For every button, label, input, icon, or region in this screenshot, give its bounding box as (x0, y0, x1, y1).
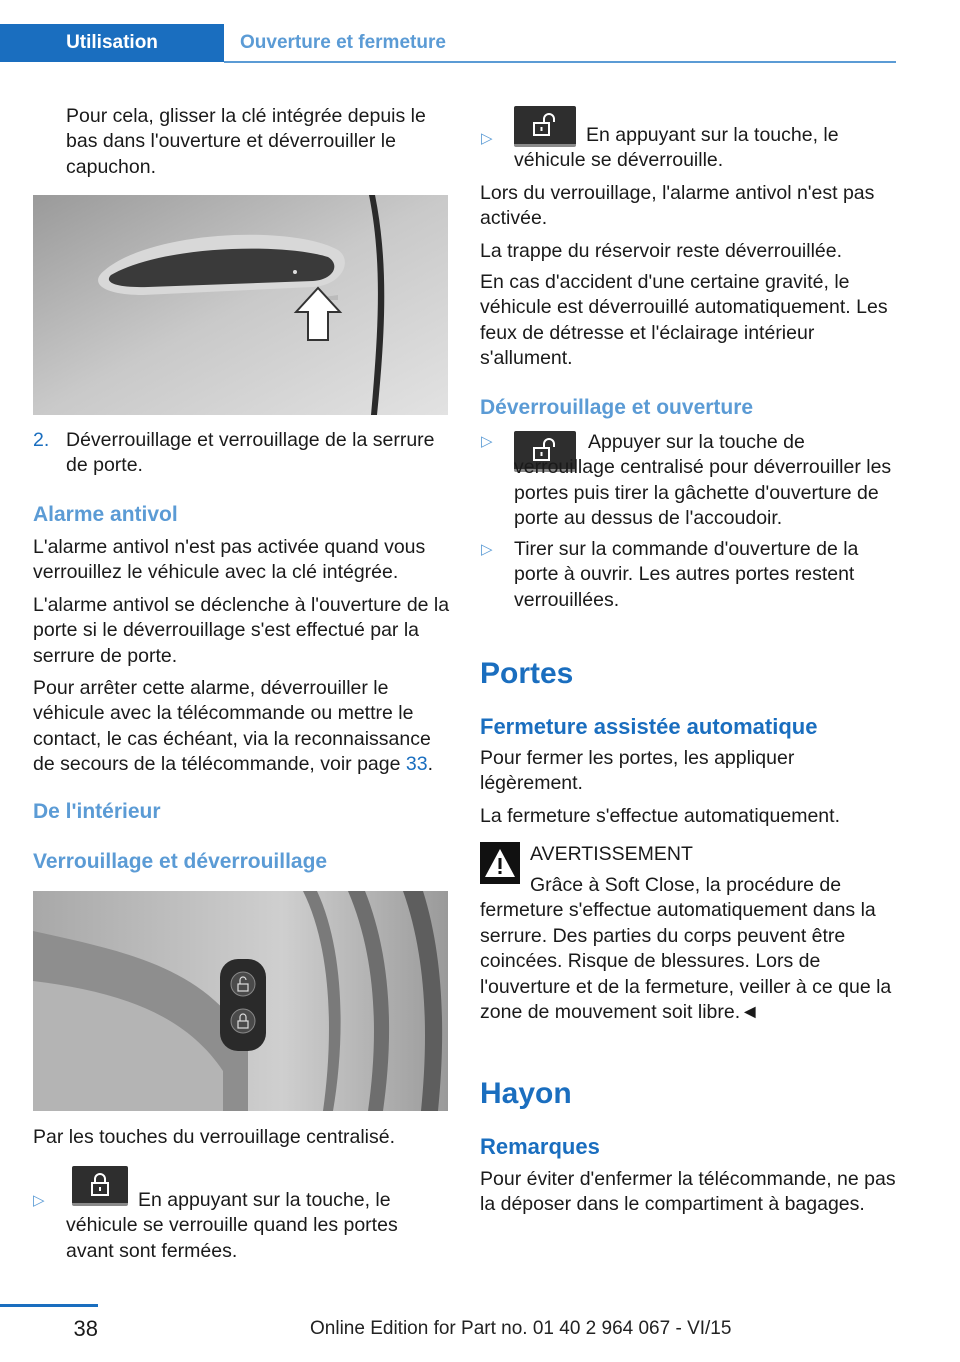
tab-utilisation[interactable]: Utilisation (0, 24, 224, 62)
tailgate-heading: Hayon (480, 1077, 572, 1110)
footer-rule (0, 1304, 98, 1307)
page-link[interactable]: 33 (405, 753, 428, 776)
soft-close-paragraph-1: Pour fermer les portes, les appliquer légèrement. (480, 747, 795, 795)
warning-title: AVERTISSEMENT (530, 843, 693, 865)
door-panel-image (33, 891, 448, 1111)
footer-edition: Online Edition for Part no. 01 40 2 964 067 - VI/15 (310, 1318, 732, 1339)
lock-unlock-heading: Verrouillage et déverrouillage (33, 850, 328, 873)
bullet-central-content: Appuyer sur la touche de verrouillage centralisé pour déverrouiller les portes puis tirer la gâchette d'ouverture de porte au dessus de l'accoudoir. (514, 431, 892, 530)
door-handle-image (33, 195, 448, 415)
intro-text: Pour cela, glisser la clé intégrée depuis le bas dans l'ouverture et déverrouiller le capuchon. (66, 105, 426, 178)
right-paragraph-3: En cas d'accident d'une certaine gravité, le véhicule est déverrouillé automatiquement. Les feux de détresse et l'éclairage intérieur s'allument. (480, 271, 888, 370)
alarm-heading: Alarme antivol (33, 503, 178, 526)
step-text: Déverrouillage et verrouillage de la serrure de porte. (66, 429, 435, 477)
soft-close-heading: Fermeture assistée automatique (480, 714, 818, 739)
right-paragraph-1: Lors du verrouillage, l'alarme antivol n'est pas activée. (480, 182, 875, 230)
warning-text: Grâce à Soft Close, la procédure de fermeture s'effectue automatiquement dans la serrure. Des parties du corps peuvent être coincées. Risque de blessures. Lors de l'ouverture et de la fermeture, veiller à ce que la zone de mouvement soit libre.◄ (480, 874, 892, 1024)
header-rule (224, 61, 896, 63)
bullet-unlock-text: En appuyant sur la touche, le véhicule se déverrouille. (514, 124, 839, 172)
bullet-lock-text: En appuyant sur la touche, le véhicule se verrouille quand les portes avant sont fermées. (66, 1189, 398, 1262)
unlock-open-heading: Déverrouillage et ouverture (480, 396, 754, 419)
alarm-p3-text: Pour arrêter cette alarme, déverrouiller le véhicule avec la télécommande ou mettre le contact, le cas échéant, via la reconnaissance de secours de la télécommande, voir page (33, 677, 431, 776)
remarks-heading: Remarques (480, 1134, 600, 1159)
alarm-paragraph-3 (33, 676, 448, 778)
right-paragraph-2: La trappe du réservoir reste déverrouillée. (480, 240, 843, 262)
bullet-triangle-icon: ▷ (481, 130, 493, 147)
page-number: 38 (73, 1316, 98, 1341)
doors-heading: Portes (480, 657, 574, 690)
bullet-triangle-icon: ▷ (33, 1192, 45, 1209)
caption-text: Par les touches du verrouillage centralisé. (33, 1126, 396, 1148)
alarm-paragraph-2: L'alarme antivol se déclenche à l'ouverture de la porte si le déverrouillage s'est effectué par la serrure de porte. (33, 594, 450, 667)
bullet-triangle-icon: ▷ (481, 541, 493, 558)
step-number: 2. (33, 429, 50, 451)
tab-ouverture-fermeture[interactable]: Ouverture et fermeture (240, 32, 446, 53)
remarks-paragraph: Pour éviter d'enfermer la télécommande, ne pas la déposer dans le compartiment à bagages. (480, 1168, 896, 1216)
alarm-paragraph-1: L'alarme antivol n'est pas activée quand vous verrouillez le véhicule avec la clé intégrée. (33, 536, 426, 584)
bullet-triangle-icon: ▷ (481, 433, 493, 450)
alarm-p3-end: . (427, 753, 434, 776)
soft-close-paragraph-2: La fermeture s'effectue automatiquement. (480, 805, 840, 827)
interior-heading: De l'intérieur (33, 800, 161, 823)
bullet-handle-text: Tirer sur la commande d'ouverture de la porte à ouvrir. Les autres portes restent verrouillées. (514, 538, 859, 611)
bullet-central-text (514, 430, 896, 532)
